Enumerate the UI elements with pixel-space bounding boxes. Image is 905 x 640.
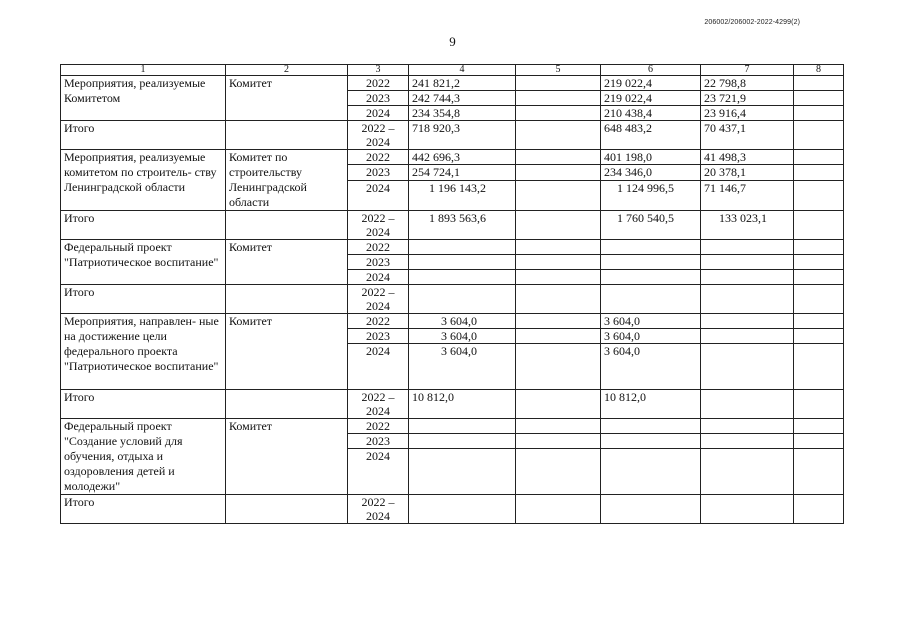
value-col6: 219 022,4: [601, 76, 701, 91]
value-col5: [516, 314, 601, 329]
budget-table: [60, 64, 844, 524]
total-col5: [516, 211, 601, 240]
measure-label: Федеральный проект "Патриотическое воспитание": [61, 240, 226, 285]
total-row: [61, 285, 844, 314]
col-number: 8: [794, 65, 844, 76]
value-col5: [516, 240, 601, 255]
value-col4: [409, 270, 516, 285]
value-col8: [794, 76, 844, 91]
value-col6: 3 604,0: [601, 314, 701, 329]
measure-label: Мероприятия, направлен- ные на достижение цели федерального проекта "Патриотическое воспитание": [61, 314, 226, 390]
value-col5: [516, 106, 601, 121]
value-col7: 23 721,9: [701, 91, 794, 106]
value-col6: 210 438,4: [601, 106, 701, 121]
year-cell: 2022: [348, 419, 409, 434]
year-cell: 2023: [348, 91, 409, 106]
col-number: 6: [601, 65, 701, 76]
year-cell: 2022: [348, 150, 409, 165]
value-col4: [409, 434, 516, 449]
total-label: Итого: [61, 495, 226, 524]
value-col7: [701, 329, 794, 344]
total-row: [61, 121, 844, 150]
total-col5: [516, 390, 601, 419]
value-col8: [794, 449, 844, 495]
year-cell: 2024: [348, 180, 409, 211]
value-col4: 3 604,0: [409, 329, 516, 344]
executor-label: Комитет: [226, 419, 348, 495]
value-col8: [794, 180, 844, 211]
col-number: 5: [516, 65, 601, 76]
value-col8: [794, 270, 844, 285]
value-col8: [794, 434, 844, 449]
value-col6: 3 604,0: [601, 344, 701, 390]
executor-label: [226, 211, 348, 240]
total-col4: 10 812,0: [409, 390, 516, 419]
executor-label: Комитет: [226, 314, 348, 390]
value-col5: [516, 344, 601, 390]
year-cell: 2023: [348, 255, 409, 270]
year-cell: 2022: [348, 76, 409, 91]
value-col6: [601, 240, 701, 255]
value-col5: [516, 165, 601, 180]
value-col8: [794, 106, 844, 121]
year-cell: 2023: [348, 329, 409, 344]
value-col5: [516, 91, 601, 106]
table-row: [61, 150, 844, 165]
table-row: [61, 314, 844, 329]
total-label: Итого: [61, 211, 226, 240]
year-cell: 2022: [348, 240, 409, 255]
value-col8: [794, 91, 844, 106]
total-col8: [794, 390, 844, 419]
value-col7: [701, 255, 794, 270]
value-col7: [701, 270, 794, 285]
total-col7: [701, 495, 794, 524]
year-cell: 2024: [348, 106, 409, 121]
value-col8: [794, 240, 844, 255]
total-label: Итого: [61, 390, 226, 419]
total-col8: [794, 211, 844, 240]
total-col5: [516, 495, 601, 524]
value-col5: [516, 434, 601, 449]
year-cell: 2024: [348, 344, 409, 390]
total-col6: [601, 495, 701, 524]
total-row: [61, 495, 844, 524]
value-col7: [701, 419, 794, 434]
value-col6: [601, 434, 701, 449]
total-col6: 1 760 540,5: [601, 211, 701, 240]
col-number: 4: [409, 65, 516, 76]
value-col6: 234 346,0: [601, 165, 701, 180]
col-number: 7: [701, 65, 794, 76]
value-col4: 242 744,3: [409, 91, 516, 106]
table-row: [61, 76, 844, 91]
value-col5: [516, 419, 601, 434]
value-col8: [794, 150, 844, 165]
total-col8: [794, 285, 844, 314]
value-col5: [516, 180, 601, 211]
value-col6: 401 198,0: [601, 150, 701, 165]
total-label: Итого: [61, 285, 226, 314]
value-col4: [409, 419, 516, 434]
total-col4: [409, 495, 516, 524]
value-col7: [701, 434, 794, 449]
measure-label: Мероприятия, реализуемые Комитетом: [61, 76, 226, 121]
value-col5: [516, 255, 601, 270]
value-col7: [701, 240, 794, 255]
col-number: 3: [348, 65, 409, 76]
total-label: Итого: [61, 121, 226, 150]
period-cell: 2022 – 2024: [348, 495, 409, 524]
value-col4: 254 724,1: [409, 165, 516, 180]
value-col4: 3 604,0: [409, 314, 516, 329]
value-col4: [409, 240, 516, 255]
value-col5: [516, 329, 601, 344]
value-col6: 1 124 996,5: [601, 180, 701, 211]
executor-label: [226, 495, 348, 524]
total-row: [61, 390, 844, 419]
measure-label: Мероприятия, реализуемые комитетом по строитель- ству Ленинградской области: [61, 150, 226, 211]
year-cell: 2023: [348, 165, 409, 180]
value-col7: [701, 314, 794, 329]
value-col5: [516, 76, 601, 91]
value-col4: [409, 449, 516, 495]
value-col4: [409, 255, 516, 270]
total-col7: [701, 285, 794, 314]
period-cell: 2022 – 2024: [348, 390, 409, 419]
total-col8: [794, 495, 844, 524]
value-col5: [516, 150, 601, 165]
value-col8: [794, 165, 844, 180]
executor-label: [226, 390, 348, 419]
document-number: 206002/206002-2022-4299(2): [704, 19, 800, 26]
executor-label: Комитет: [226, 76, 348, 121]
executor-label: [226, 121, 348, 150]
col-number: 2: [226, 65, 348, 76]
value-col8: [794, 344, 844, 390]
value-col7: 71 146,7: [701, 180, 794, 211]
total-col4: [409, 285, 516, 314]
value-col8: [794, 419, 844, 434]
value-col7: 22 798,8: [701, 76, 794, 91]
value-col7: 41 498,3: [701, 150, 794, 165]
total-col5: [516, 285, 601, 314]
total-col6: 648 483,2: [601, 121, 701, 150]
value-col7: 23 916,4: [701, 106, 794, 121]
value-col7: 20 378,1: [701, 165, 794, 180]
value-col6: 3 604,0: [601, 329, 701, 344]
value-col4: 234 354,8: [409, 106, 516, 121]
value-col6: [601, 419, 701, 434]
value-col6: [601, 449, 701, 495]
period-cell: 2022 – 2024: [348, 211, 409, 240]
year-cell: 2024: [348, 449, 409, 495]
value-col8: [794, 314, 844, 329]
value-col7: [701, 344, 794, 390]
year-cell: 2022: [348, 314, 409, 329]
total-col5: [516, 121, 601, 150]
year-cell: 2024: [348, 270, 409, 285]
value-col4: 241 821,2: [409, 76, 516, 91]
table-row: [61, 419, 844, 434]
period-cell: 2022 – 2024: [348, 285, 409, 314]
period-cell: 2022 – 2024: [348, 121, 409, 150]
total-col7: 70 437,1: [701, 121, 794, 150]
value-col7: [701, 449, 794, 495]
year-cell: 2023: [348, 434, 409, 449]
value-col6: 219 022,4: [601, 91, 701, 106]
total-col7: [701, 390, 794, 419]
total-col4: 1 893 563,6: [409, 211, 516, 240]
value-col4: 1 196 143,2: [409, 180, 516, 211]
value-col5: [516, 270, 601, 285]
value-col6: [601, 255, 701, 270]
total-row: [61, 211, 844, 240]
value-col6: [601, 270, 701, 285]
total-col4: 718 920,3: [409, 121, 516, 150]
executor-label: Комитет: [226, 240, 348, 285]
total-col6: [601, 285, 701, 314]
value-col5: [516, 449, 601, 495]
executor-label: Комитет по строительству Ленинградской области: [226, 150, 348, 211]
value-col4: 442 696,3: [409, 150, 516, 165]
value-col8: [794, 255, 844, 270]
value-col8: [794, 329, 844, 344]
total-col8: [794, 121, 844, 150]
total-col7: 133 023,1: [701, 211, 794, 240]
executor-label: [226, 285, 348, 314]
table-row: [61, 240, 844, 255]
page-number: 9: [449, 34, 456, 49]
col-number: 1: [61, 65, 226, 76]
measure-label: Федеральный проект "Создание условий для обучения, отдыха и оздоровления детей и молодежи": [61, 419, 226, 495]
column-number-row: [61, 65, 844, 76]
total-col6: 10 812,0: [601, 390, 701, 419]
value-col4: 3 604,0: [409, 344, 516, 390]
